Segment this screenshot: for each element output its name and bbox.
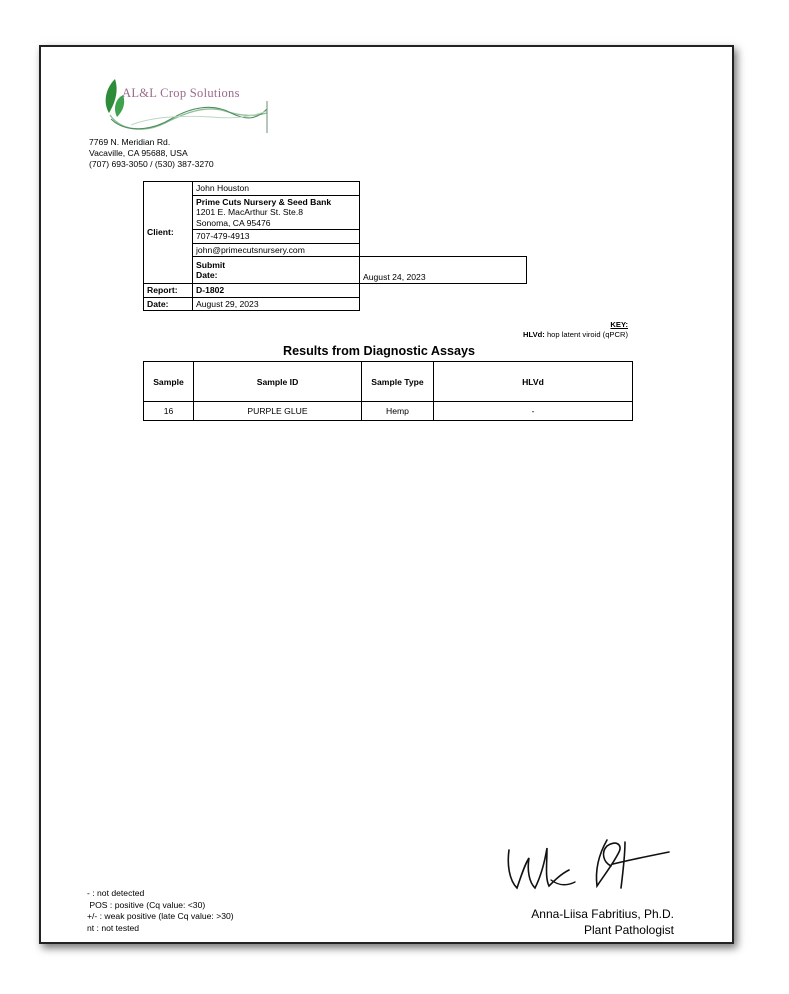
results-table bbox=[143, 361, 633, 421]
header-sample-type: Sample Type bbox=[362, 362, 434, 402]
submit-label-line1: Submit bbox=[196, 259, 226, 270]
client-phone: 707-479-4913 bbox=[193, 230, 360, 244]
signer-title: Plant Pathologist bbox=[583, 923, 674, 937]
submit-date-value: August 24, 2023 bbox=[360, 257, 527, 284]
results-header-row bbox=[144, 362, 633, 402]
results-title: Results from Diagnostic Assays bbox=[283, 344, 475, 358]
company-phone: (707) 693-3050 / (530) 387-3270 bbox=[89, 159, 214, 170]
cell-hlvd: - bbox=[434, 402, 633, 421]
signer-block bbox=[531, 906, 674, 938]
key-title: KEY: bbox=[610, 320, 628, 329]
result-legend bbox=[87, 888, 234, 934]
submit-label-line2: Date: bbox=[196, 270, 218, 280]
key-entry bbox=[523, 330, 628, 340]
report-label: Report: bbox=[144, 284, 193, 298]
client-info-table bbox=[143, 181, 527, 311]
client-company: Prime Cuts Nursery & Seed Bank bbox=[196, 196, 332, 207]
header-sample-id: Sample ID bbox=[194, 362, 362, 402]
legend-item: +/- : weak positive (late Cq value: >30) bbox=[87, 911, 234, 921]
cell-sample: 16 bbox=[144, 402, 194, 421]
company-logo bbox=[101, 73, 271, 137]
submit-date-label bbox=[193, 257, 360, 284]
header-hlvd: HLVd bbox=[434, 362, 633, 402]
client-label: Client: bbox=[144, 182, 193, 284]
assay-key bbox=[523, 320, 628, 339]
cell-sample-type: Hemp bbox=[362, 402, 434, 421]
table-row bbox=[144, 402, 633, 421]
client-contact-name: John Houston bbox=[193, 182, 360, 196]
handwritten-signature bbox=[503, 830, 673, 900]
key-desc: hop latent viroid (qPCR) bbox=[544, 329, 628, 339]
report-number: D-1802 bbox=[193, 284, 360, 298]
cell-sample-id: PURPLE GLUE bbox=[194, 402, 362, 421]
signer-name: Anna-Liisa Fabritius, Ph.D. bbox=[531, 907, 674, 921]
legend-item: - : not detected bbox=[87, 888, 145, 898]
header-sample: Sample bbox=[144, 362, 194, 402]
address-line: 7769 N. Meridian Rd. bbox=[89, 137, 171, 147]
client-email: john@primecutsnursery.com bbox=[193, 243, 360, 257]
logo-wordmark: AL&L Crop Solutions bbox=[122, 86, 240, 100]
legend-item: nt : not tested bbox=[87, 922, 140, 933]
client-city: Sonoma, CA 95476 bbox=[196, 217, 271, 228]
client-address-cell bbox=[193, 195, 360, 230]
report-date-value: August 29, 2023 bbox=[193, 297, 360, 311]
report-date-label: Date: bbox=[144, 297, 193, 311]
company-address bbox=[89, 137, 214, 171]
legend-item: POS : positive (Cq value: <30) bbox=[87, 899, 206, 910]
client-street: 1201 E. MacArthur St. Ste.8 bbox=[196, 207, 303, 217]
address-line: Vacaville, CA 95688, USA bbox=[89, 148, 188, 159]
report-page bbox=[39, 45, 734, 944]
key-abbr: HLVd: bbox=[523, 329, 545, 339]
